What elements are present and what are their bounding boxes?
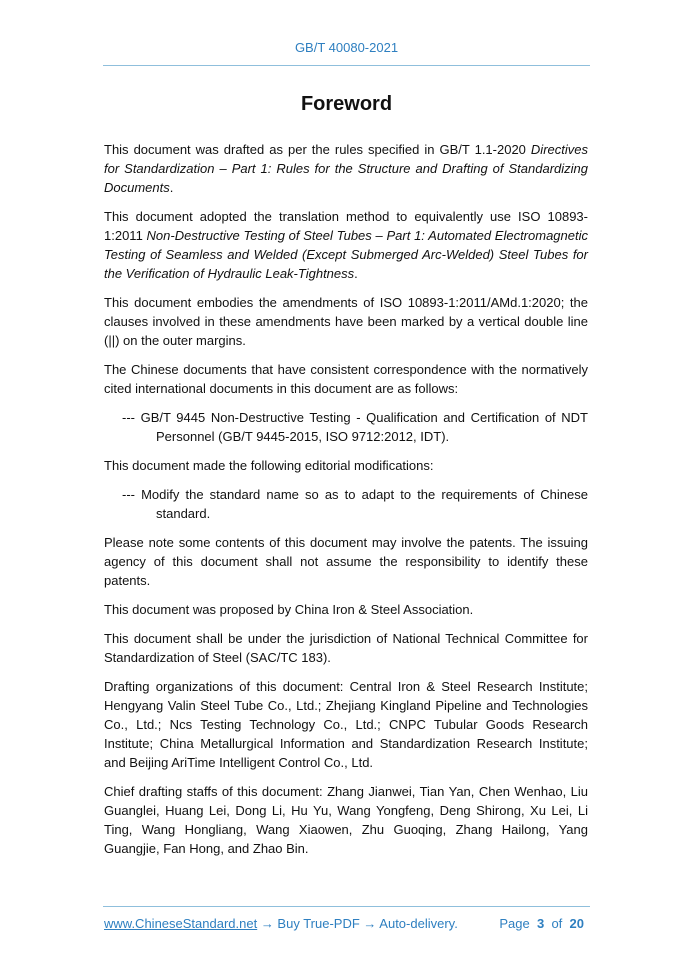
text: This document adopted the translation method to equivalently use ISO 10893-1:2011: [104, 209, 588, 243]
italic-title: Directives for Standardization – Part 1: Rules for the Structure and Drafting of Standardizing Documents: [104, 142, 588, 195]
page-title: Foreword: [300, 93, 393, 115]
of-label: of: [551, 916, 563, 931]
paragraph-drafting-staffs: Chief drafting staffs of this document: Zhang Jianwei, Tian Yan, Chen Wenhao, Liu Guanglei, Huang Lei, Dong Li, Hu Yu, Wang Yongfeng, Deng Shirong, Xu Lei, Li Ting, Wang Hongliang, Wang Xiaowen, Zhu Guoqing, Zhang Hailong, Yang Guangjie, Fan Hong, and Zhao Bin.: [104, 784, 588, 856]
text: .: [354, 266, 358, 281]
paragraph-jurisdiction: This document shall be under the jurisdiction of National Technical Committee for Standardization of Steel (SAC/TC 183).: [104, 631, 588, 665]
list-item-gbt9445: --- GB/T 9445 Non-Destructive Testing - Qualification and Certification of NDT Personnel (GB/T 9445-2015, ISO 9712:2012, IDT).: [122, 410, 588, 444]
paragraph-translation: [104, 207, 588, 283]
paragraph-patents: Please note some contents of this document may involve the patents. The issuing agency of this document shall not assume the responsibility to identify these patents.: [104, 535, 588, 588]
header-divider: [103, 65, 590, 66]
text: This document was drafted as per the rules specified in GB/T 1.1-2020: [104, 142, 531, 157]
document-body: [104, 140, 588, 868]
paragraph-amendments: This document embodies the amendments of ISO 10893-1:2011/AMd.1:2020; the clauses involved in these amendments have been marked by a vertical double line (||) on the outer margins.: [104, 295, 588, 348]
page-indicator: [499, 916, 584, 931]
paragraph-drafting-rules: [104, 140, 588, 197]
document-id-header: GB/T 40080-2021: [294, 40, 399, 55]
paragraph-modifications: This document made the following editorial modifications:: [104, 458, 434, 473]
list-item-modification: --- Modify the standard name so as to adapt to the requirements of Chinese standard.: [122, 487, 588, 521]
website-link[interactable]: www.ChineseStandard.net: [104, 916, 258, 931]
total-pages: 20: [569, 916, 584, 931]
paragraph-correspondence: The Chinese documents that have consistent correspondence with the normatively cited international documents in this document are as follows:: [104, 362, 588, 396]
footer-divider: [103, 906, 590, 907]
current-page: 3: [536, 916, 545, 931]
promo-text: → Buy True-PDF → Auto-delivery.: [257, 916, 458, 931]
footer: [104, 916, 588, 931]
italic-title: Non-Destructive Testing of Steel Tubes – Part 1: Automated Electromagnetic Testing of Seamless and Welded (Except Submerged Arc-Welded) Steel Tubes for the Verification of Hydraulic Leak-Tightness: [104, 228, 588, 281]
page-label: Page: [499, 916, 530, 931]
text: .: [169, 180, 174, 195]
paragraph-proposed: This document was proposed by China Iron & Steel Association.: [104, 602, 474, 617]
paragraph-drafting-organizations: Drafting organizations of this document: Central Iron & Steel Research Institute; Hengyang Valin Steel Tube Co., Ltd.; Zhejiang Kingland Pipeline and Technologies Co., Ltd.; Ncs Testing Technology Co., Ltd.; CNPC Tubular Goods Research Institute; China Metallurgical Information and Standardization Research Institute; and Beijing AriTime Intelligent Control Co., Ltd.: [104, 679, 588, 770]
